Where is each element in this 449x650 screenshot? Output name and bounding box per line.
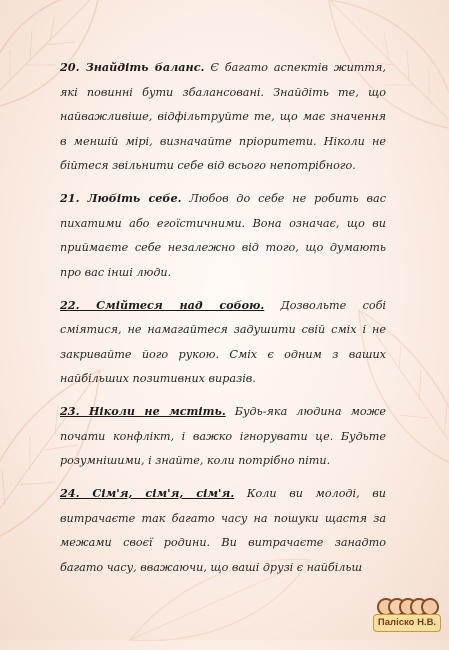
paragraph-text: Коли ви молоді, ви витрачаєте так багато часу на пошуки щастя за межами своєї родини. Ви витрачаєте занадто багато часу, вважаючи, що ваші друзі є найбільш	[60, 487, 386, 574]
paragraph-text: Любов до себе не робить вас пихатими або егоїстичними. Вона означає, що ви приймаєте себе незалежно від того, що думають про вас інші люди.	[60, 192, 386, 279]
paragraph-heading: 22. Смійтеся над собою.	[60, 297, 265, 312]
paragraph-text: Є багато аспектів життя, які повинні бути збалансовані. Знайдіть те, що найважливіше, відфільтруйте те, що має значення в меншій мірі, визначайте пріоритети. Ніколи не бійтеся звільнити себе від всього непотрібного.	[60, 61, 386, 172]
paragraph-text: Будь-яка людина може почати конфлікт, і важко ігнорувати це. Будьте розумнішими, і знайте, коли потрібно піти.	[60, 405, 386, 467]
paragraph-24	[60, 481, 386, 580]
paragraph-heading: 20. Знайдіть баланс.	[60, 60, 205, 74]
paragraph-21	[60, 186, 386, 285]
author-badge	[373, 598, 439, 632]
paragraph-heading: 24. Сім'я, сім'я, сім'я.	[60, 486, 235, 500]
paragraph-23	[60, 399, 386, 474]
paragraph-22	[60, 293, 386, 392]
paragraph-heading: 21. Любіть себе.	[60, 191, 182, 205]
author-name: Паліско Н.В.	[373, 614, 441, 632]
paragraph-text: Дозвольте собі сміятися, не намагайтеся задушити свій сміх і не закривайте його рукою. Сміх є одним з ваших найбільших позитивних виразів.	[60, 298, 386, 385]
article-body	[60, 55, 386, 588]
paragraph-20	[60, 55, 386, 179]
paragraph-heading: 23. Ніколи не мстіть.	[60, 404, 226, 418]
